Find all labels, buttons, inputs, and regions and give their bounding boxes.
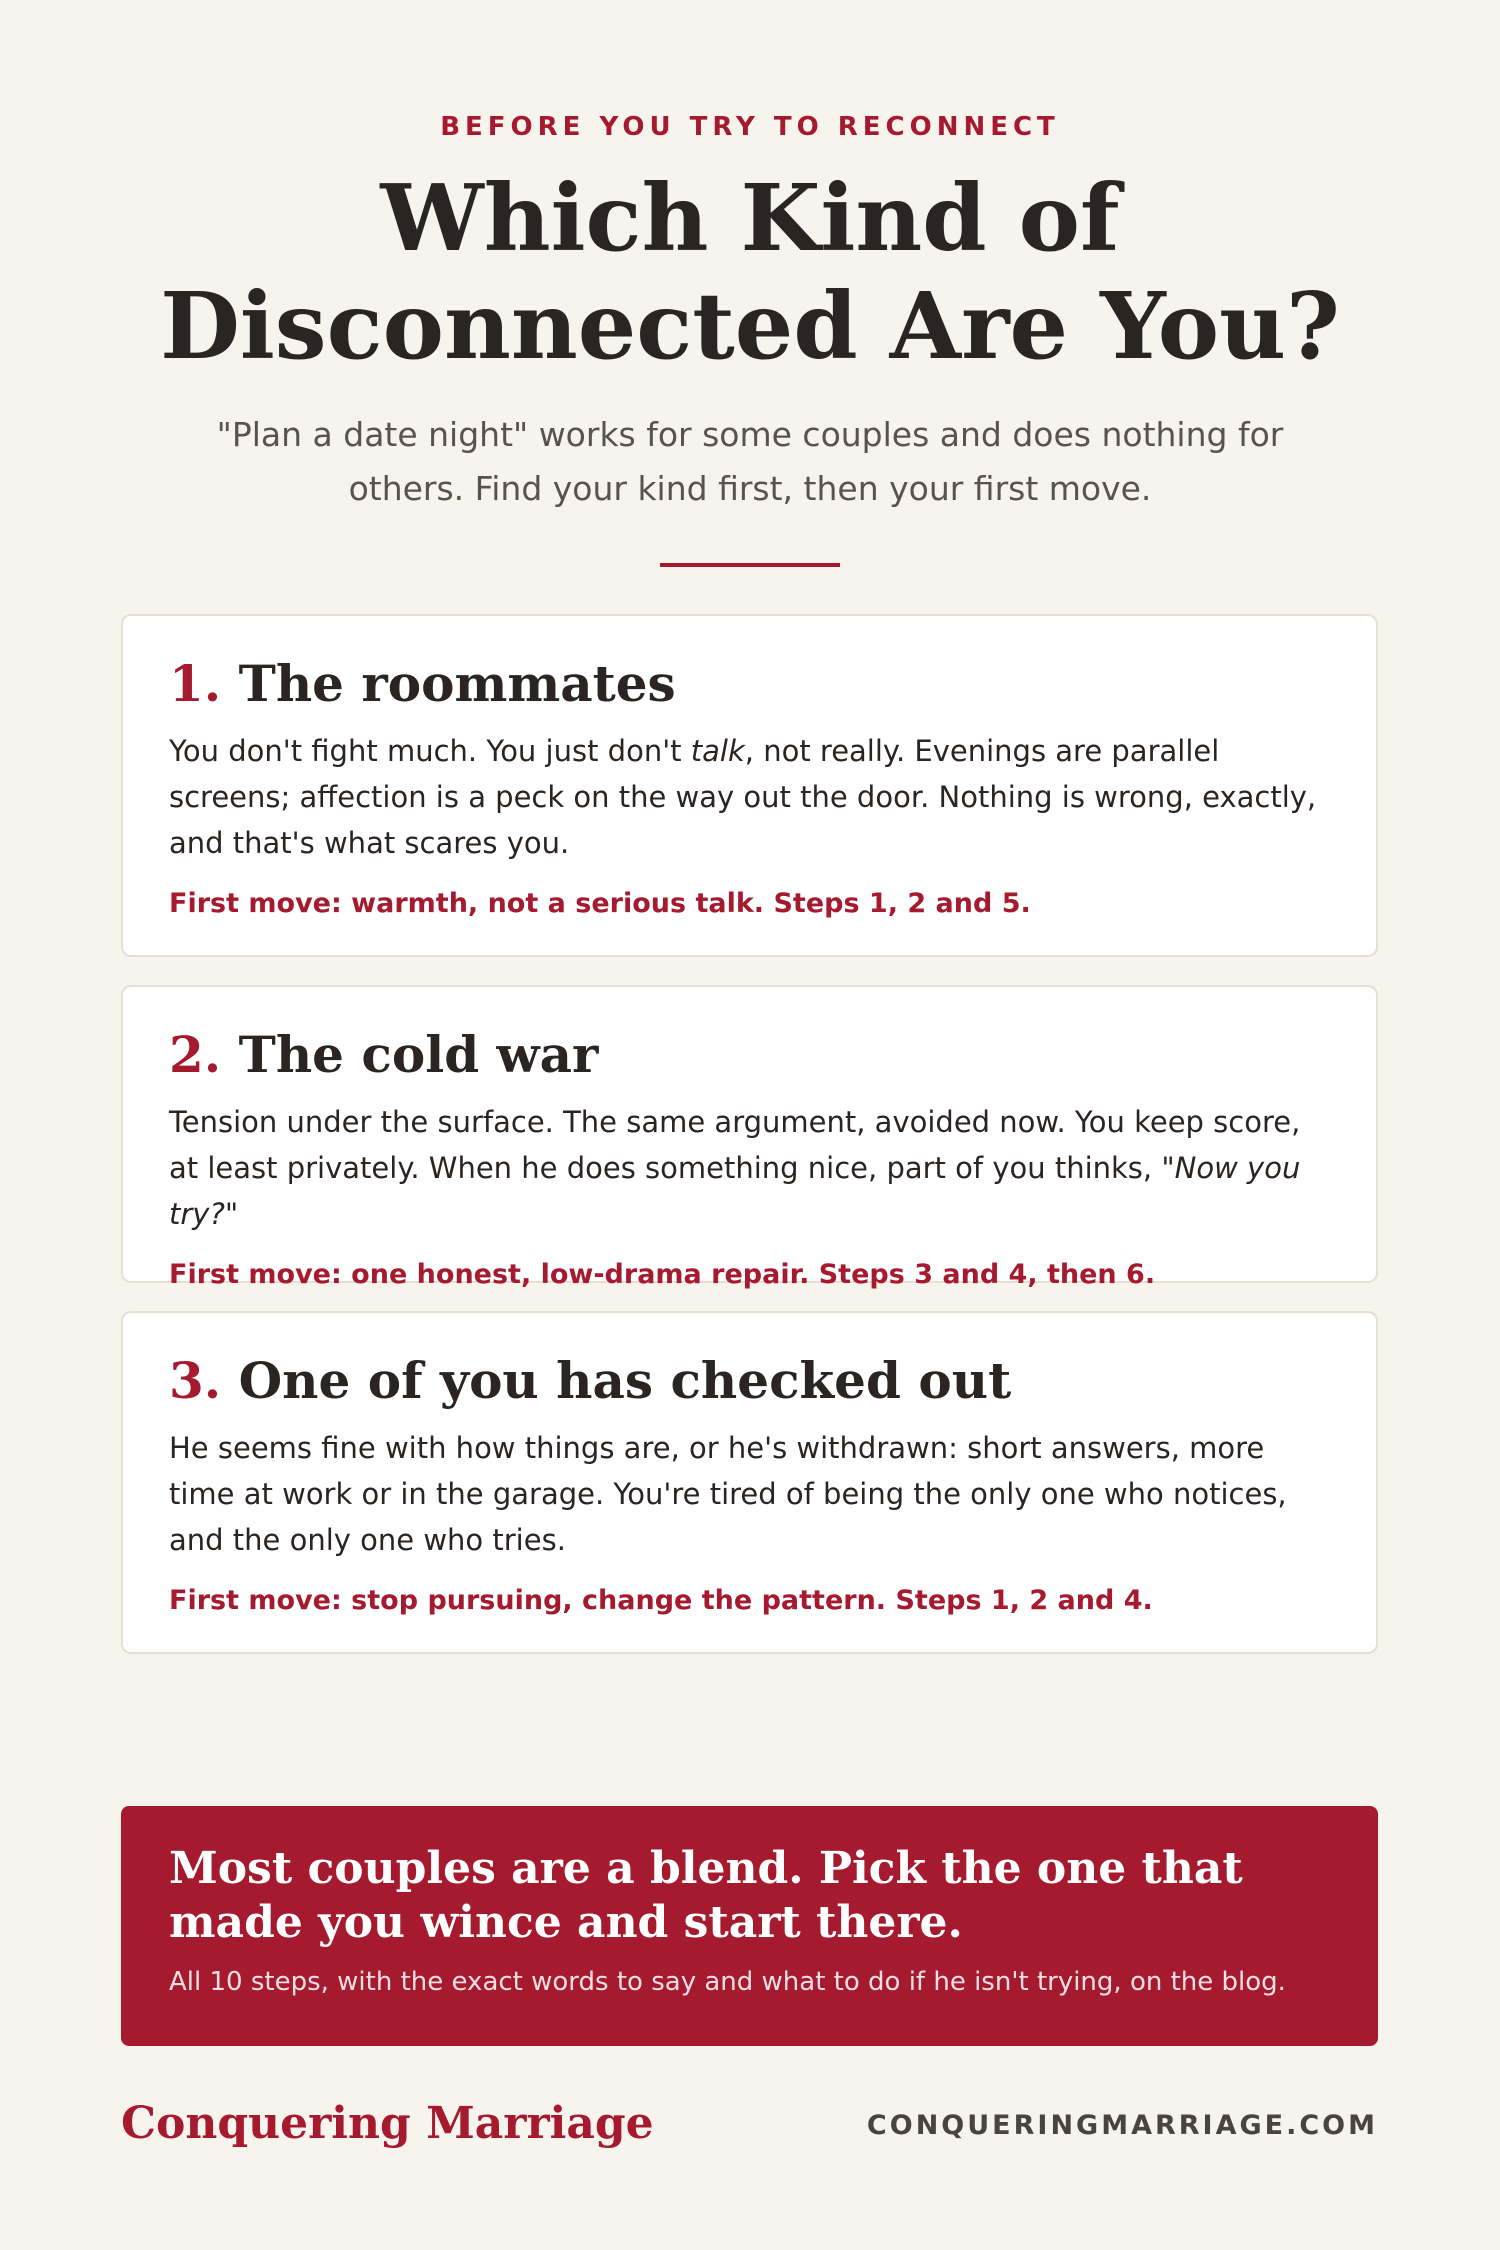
page-title [0, 164, 1500, 380]
brand-logo-text: Conquering Marriage [121, 2098, 654, 2149]
card-description-text: Tension under the surface. The same argument, avoided now. You keep score, at least privately. When he does something nice, part of you thinks, [169, 1105, 1301, 1185]
card-description-text-end: , not really. Evenings are parallel screens; affection is a peck on the way out the door. Nothing is wrong, exactly, and that's what scares you. [169, 734, 1317, 860]
eyebrow-label: BEFORE YOU TRY TO RECONNECT [440, 112, 1060, 142]
card-first-move: First move: warmth, not a serious talk. Steps 1, 2 and 5. [169, 888, 1031, 919]
site-url-link[interactable]: CONQUERINGMARRIAGE.COM [866, 2110, 1378, 2141]
card-description-text: He seems fine with how things are, or he's withdrawn: short answers, more time at work or in the garage. You're tired of being the only one who notices, and the only one who tries. [169, 1431, 1287, 1557]
card-description [169, 728, 1332, 866]
banner-headline: Most couples are a blend. Pick the one that made you wince and start there. [169, 1843, 1243, 1948]
divider-rule [660, 563, 840, 567]
type-card-checked-out [121, 1311, 1378, 1654]
card-heading [169, 654, 1332, 714]
card-title: One of you has checked out [238, 1351, 1012, 1410]
card-number: 1. [169, 654, 222, 713]
card-heading [169, 1351, 1332, 1411]
card-description [169, 1425, 1332, 1563]
banner-subline: All 10 steps, with the exact words to say and what to do if he isn't trying, on the blog. [169, 1967, 1286, 1997]
card-description-emphasis: talk [690, 734, 745, 768]
card-title: The cold war [238, 1025, 599, 1084]
card-description [169, 1099, 1332, 1237]
card-first-move: First move: one honest, low-drama repair. Steps 3 and 4, then 6. [169, 1259, 1156, 1290]
page-title-line-2: Disconnected Are You? [160, 272, 1340, 380]
type-card-cold-war [121, 985, 1378, 1290]
type-card-roommates [121, 614, 1378, 957]
page-title-line-1: Which Kind of [380, 164, 1120, 272]
card-title: The roommates [238, 654, 676, 713]
card-heading [169, 1025, 1332, 1085]
card-description-emphasis: "Now you try?" [169, 1151, 1301, 1231]
card-description-text: You don't fight much. You just don't [169, 734, 691, 768]
card-number: 3. [169, 1351, 222, 1410]
intro-text: "Plan a date night" works for some couples and does nothing for others. Find your kind first, then your first move. [216, 415, 1284, 508]
card-number: 2. [169, 1025, 222, 1084]
cta-banner [121, 1806, 1378, 2046]
card-first-move: First move: stop pursuing, change the pattern. Steps 1, 2 and 4. [169, 1585, 1153, 1616]
